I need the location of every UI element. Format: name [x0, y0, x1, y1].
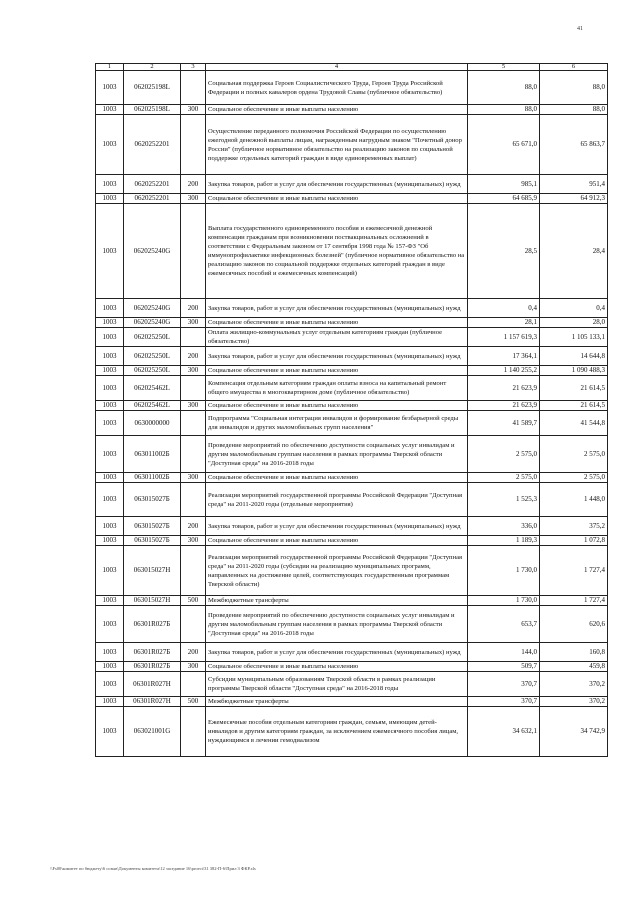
cell-c2: 062025198L: [124, 105, 181, 115]
cell-c5: 1 730,0: [468, 596, 540, 606]
cell-c4: Закупка товаров, работ и услуг для обеспечения государственных (муниципальных) нужд: [206, 517, 468, 536]
cell-c5: 336,0: [468, 517, 540, 536]
cell-c3: 300: [181, 662, 206, 672]
cell-c6: 88,0: [540, 71, 608, 105]
cell-c4: Субсидии муниципальным образованиям Тверской области в рамках реализации программы Тверской области "Доступная среда" на 2016-2018 годы: [206, 672, 468, 697]
cell-c3: 300: [181, 318, 206, 328]
cell-c5: 1 157 619,3: [468, 328, 540, 347]
table-row: [96, 328, 608, 347]
cell-c4: Закупка товаров, работ и услуг для обеспечения государственных (муниципальных) нужд: [206, 643, 468, 662]
cell-c6: 65 863,7: [540, 115, 608, 175]
cell-c2: 0620252201: [124, 175, 181, 194]
cell-c4: Закупка товаров, работ и услуг для обеспечения государственных (муниципальных) нужд: [206, 175, 468, 194]
cell-c6: 34 742,9: [540, 707, 608, 757]
cell-c3: [181, 707, 206, 757]
table-row: [96, 194, 608, 204]
cell-c3: [181, 546, 206, 596]
cell-c1: 1003: [96, 115, 124, 175]
cell-c1: 1003: [96, 401, 124, 411]
cell-c2: 062025240G: [124, 299, 181, 318]
cell-c1: 1003: [96, 299, 124, 318]
cell-c6: 64 912,3: [540, 194, 608, 204]
cell-c3: [181, 606, 206, 643]
cell-c3: 300: [181, 536, 206, 546]
header-cell: 4: [206, 64, 468, 71]
cell-c2: 063011002Б: [124, 436, 181, 473]
cell-c1: 1003: [96, 411, 124, 436]
cell-c4: Социальное обеспечение и иные выплаты населению: [206, 536, 468, 546]
cell-c2: 063015027H: [124, 546, 181, 596]
cell-c2: 06301R027H: [124, 672, 181, 697]
table-row: [96, 672, 608, 697]
table-row: [96, 299, 608, 318]
table-row: [96, 707, 608, 757]
cell-c1: 1003: [96, 606, 124, 643]
table-row: [96, 204, 608, 299]
cell-c6: 28,4: [540, 204, 608, 299]
cell-c3: [181, 115, 206, 175]
cell-c3: 200: [181, 175, 206, 194]
cell-c1: 1003: [96, 436, 124, 473]
cell-c5: 370,7: [468, 697, 540, 707]
cell-c1: 1003: [96, 376, 124, 401]
table-row: [96, 546, 608, 596]
table-row: [96, 473, 608, 483]
cell-c5: 34 632,1: [468, 707, 540, 757]
cell-c2: 063021001G: [124, 707, 181, 757]
cell-c5: 17 364,1: [468, 347, 540, 366]
cell-c3: [181, 411, 206, 436]
cell-c2: 06301R027Б: [124, 606, 181, 643]
cell-c4: Выплата государственного единовременного пособия и ежемесячной денежной компенсации гражданам при возникновении поствакцинальных осложнений в соответствии с Федеральным законом от 17 сентября 1998 года № 157-ФЗ "Об иммунопрофилактике инфекционных болезней" (публичное нормативное обязательство на реализацию законов по социальной поддержке отдельных категорий граждан в виде ежемесячных пособий и ежемесячных компенсаций): [206, 204, 468, 299]
header-cell: 6: [540, 64, 608, 71]
table-row: [96, 401, 608, 411]
cell-c3: 300: [181, 366, 206, 376]
cell-c3: 200: [181, 643, 206, 662]
cell-c6: 28,0: [540, 318, 608, 328]
cell-c6: 21 614,5: [540, 376, 608, 401]
cell-c1: 1003: [96, 175, 124, 194]
cell-c6: 1 448,0: [540, 483, 608, 517]
table-row: [96, 105, 608, 115]
cell-c2: 062025240G: [124, 204, 181, 299]
table-row: [96, 483, 608, 517]
table-row: [96, 643, 608, 662]
cell-c5: 0,4: [468, 299, 540, 318]
cell-c2: 063015027Б: [124, 517, 181, 536]
cell-c5: 2 575,0: [468, 473, 540, 483]
cell-c4: Межбюджетные трансферты: [206, 596, 468, 606]
cell-c1: 1003: [96, 347, 124, 366]
cell-c1: 1003: [96, 707, 124, 757]
cell-c3: 200: [181, 347, 206, 366]
table-row: [96, 662, 608, 672]
footer-file-path: \\Fs00\комитет по бюджету\6 созыв\Документы комитета\12 заседание 16\proect\31 382-П-6\Прил 3 ФКР.xls: [50, 866, 256, 871]
cell-c6: 1 105 133,1: [540, 328, 608, 347]
table-row: [96, 366, 608, 376]
cell-c4: Оплата жилищно-коммунальных услуг отдельным категориям граждан (публичное обязательство): [206, 328, 468, 347]
cell-c1: 1003: [96, 328, 124, 347]
cell-c6: 620,6: [540, 606, 608, 643]
cell-c1: 1003: [96, 672, 124, 697]
cell-c2: 063011002Б: [124, 473, 181, 483]
cell-c4: Реализация мероприятий государственной программы Российской Федерации "Доступная среда" на 2011-2020 годы (отдельные мероприятия): [206, 483, 468, 517]
cell-c1: 1003: [96, 105, 124, 115]
cell-c5: 88,0: [468, 71, 540, 105]
cell-c5: 41 589,7: [468, 411, 540, 436]
cell-c6: 370,2: [540, 697, 608, 707]
cell-c4: Компенсация отдельным категориям граждан оплаты взноса на капитальный ремонт общего имущества в многоквартирном доме (публичное обязательство): [206, 376, 468, 401]
cell-c3: [181, 483, 206, 517]
cell-c4: Осуществление переданного полномочия Российской Федерации по осуществлению ежегодной денежной выплаты лицам, награжденным нагрудным знаком "Почетный донор России" (публичное нормативное обязательство на реализацию законов по социальной поддержке отдельных категорий граждан в виде единовременных выплат): [206, 115, 468, 175]
cell-c5: 65 671,0: [468, 115, 540, 175]
cell-c6: 459,8: [540, 662, 608, 672]
cell-c4: Ежемесячные пособия отдельным категориям граждан, семьям, имеющим детей-инвалидов и другим категориям граждан, за исключением ежемесячного пособия лицам, нуждающимся в лечении гемодиализом: [206, 707, 468, 757]
cell-c5: 21 623,9: [468, 376, 540, 401]
table-row: [96, 318, 608, 328]
cell-c3: 300: [181, 105, 206, 115]
cell-c6: 14 644,8: [540, 347, 608, 366]
cell-c4: Социальное обеспечение и иные выплаты населению: [206, 194, 468, 204]
cell-c3: [181, 376, 206, 401]
cell-c4: Проведение мероприятий по обеспечению доступности социальных услуг инвалидам и другим маломобильным группам населения в рамках программы Тверской области "Доступная среда" на 2016-2018 годы: [206, 606, 468, 643]
table-row: [96, 347, 608, 366]
cell-c4: Закупка товаров, работ и услуг для обеспечения государственных (муниципальных) нужд: [206, 299, 468, 318]
cell-c1: 1003: [96, 697, 124, 707]
cell-c1: 1003: [96, 194, 124, 204]
cell-c5: 985,1: [468, 175, 540, 194]
cell-c5: 144,0: [468, 643, 540, 662]
table-row: [96, 697, 608, 707]
table-row: [96, 606, 608, 643]
cell-c6: 375,2: [540, 517, 608, 536]
cell-c2: 063015027Б: [124, 483, 181, 517]
cell-c1: 1003: [96, 643, 124, 662]
table-row: [96, 376, 608, 401]
cell-c6: 1 072,8: [540, 536, 608, 546]
cell-c2: 062025250L: [124, 328, 181, 347]
cell-c2: 063015027Б: [124, 536, 181, 546]
cell-c2: 06301R027Б: [124, 662, 181, 672]
cell-c2: 062025462L: [124, 376, 181, 401]
cell-c4: Проведение мероприятий по обеспечению доступности социальных услуг инвалидам и другим маломобильным группам населения в рамках программы Тверской области "Доступная среда" на 2016-2018 годы: [206, 436, 468, 473]
cell-c6: 2 575,0: [540, 473, 608, 483]
cell-c1: 1003: [96, 71, 124, 105]
cell-c1: 1003: [96, 546, 124, 596]
cell-c3: 300: [181, 401, 206, 411]
cell-c6: 0,4: [540, 299, 608, 318]
cell-c4: Социальное обеспечение и иные выплаты населению: [206, 473, 468, 483]
cell-c5: 2 575,0: [468, 436, 540, 473]
cell-c1: 1003: [96, 483, 124, 517]
cell-c4: Закупка товаров, работ и услуг для обеспечения государственных (муниципальных) нужд: [206, 347, 468, 366]
cell-c5: 370,7: [468, 672, 540, 697]
header-cell: 2: [124, 64, 181, 71]
cell-c1: 1003: [96, 517, 124, 536]
cell-c6: 1 727,4: [540, 546, 608, 596]
cell-c6: 21 614,5: [540, 401, 608, 411]
cell-c2: 0620252201: [124, 194, 181, 204]
cell-c2: 062025198L: [124, 71, 181, 105]
cell-c6: 951,4: [540, 175, 608, 194]
cell-c4: Социальное обеспечение и иные выплаты населению: [206, 401, 468, 411]
cell-c4: Социальное обеспечение и иные выплаты населению: [206, 366, 468, 376]
cell-c5: 1 525,3: [468, 483, 540, 517]
cell-c1: 1003: [96, 318, 124, 328]
table-row: [96, 436, 608, 473]
header-cell: 5: [468, 64, 540, 71]
cell-c1: 1003: [96, 536, 124, 546]
cell-c2: 0630000000: [124, 411, 181, 436]
cell-c1: 1003: [96, 596, 124, 606]
cell-c4: Межбюджетные трансферты: [206, 697, 468, 707]
cell-c4: Социальное обеспечение и иные выплаты населению: [206, 318, 468, 328]
cell-c6: 2 575,0: [540, 436, 608, 473]
cell-c5: 653,7: [468, 606, 540, 643]
cell-c4: Социальное обеспечение и иные выплаты населению: [206, 662, 468, 672]
cell-c3: 200: [181, 299, 206, 318]
cell-c6: 1 090 488,3: [540, 366, 608, 376]
cell-c3: [181, 328, 206, 347]
cell-c4: Социальная поддержка Героев Социалистического Труда, Героев Труда Российской Федерации и полных кавалеров ордена Трудовой Славы (публичное обязательство): [206, 71, 468, 105]
cell-c3: 500: [181, 697, 206, 707]
cell-c5: 64 685,9: [468, 194, 540, 204]
cell-c1: 1003: [96, 366, 124, 376]
cell-c6: 88,0: [540, 105, 608, 115]
budget-table: [95, 63, 608, 757]
cell-c3: 300: [181, 473, 206, 483]
cell-c3: [181, 204, 206, 299]
cell-c1: 1003: [96, 662, 124, 672]
cell-c3: 300: [181, 194, 206, 204]
header-cell: 1: [96, 64, 124, 71]
table-row: [96, 536, 608, 546]
cell-c4: Социальное обеспечение и иные выплаты населению: [206, 105, 468, 115]
table-row: [96, 411, 608, 436]
table-row: [96, 71, 608, 105]
table-header-row: [96, 64, 608, 71]
cell-c6: 160,8: [540, 643, 608, 662]
cell-c5: 1 730,0: [468, 546, 540, 596]
cell-c5: 28,1: [468, 318, 540, 328]
cell-c1: 1003: [96, 204, 124, 299]
cell-c3: 200: [181, 517, 206, 536]
cell-c2: 0620252201: [124, 115, 181, 175]
cell-c2: 06301R027H: [124, 697, 181, 707]
cell-c5: 1 140 255,2: [468, 366, 540, 376]
cell-c5: 88,0: [468, 105, 540, 115]
table-row: [96, 175, 608, 194]
cell-c3: [181, 672, 206, 697]
header-cell: 3: [181, 64, 206, 71]
cell-c5: 28,5: [468, 204, 540, 299]
cell-c2: 062025250L: [124, 366, 181, 376]
cell-c5: 509,7: [468, 662, 540, 672]
cell-c6: 41 544,8: [540, 411, 608, 436]
cell-c2: 06301R027Б: [124, 643, 181, 662]
cell-c1: 1003: [96, 473, 124, 483]
page-number: 41: [577, 26, 583, 32]
cell-c2: 063015027H: [124, 596, 181, 606]
table-row: [96, 115, 608, 175]
cell-c4: Реализация мероприятий государственной программы Российской Федерации "Доступная среда" на 2011-2020 годы (субсидии на реализацию муниципальных программ, направленных на достижение целей, соответствующих государственным программам Тверской области): [206, 546, 468, 596]
cell-c2: 062025250L: [124, 347, 181, 366]
table-row: [96, 596, 608, 606]
cell-c3: 500: [181, 596, 206, 606]
table-row: [96, 517, 608, 536]
cell-c4: Подпрограмма "Социальная интеграция инвалидов и формирование безбарьерной среды для инвалидов и других маломобильных групп населения": [206, 411, 468, 436]
cell-c3: [181, 71, 206, 105]
cell-c6: 370,2: [540, 672, 608, 697]
cell-c2: 062025462L: [124, 401, 181, 411]
cell-c5: 1 189,3: [468, 536, 540, 546]
cell-c2: 062025240G: [124, 318, 181, 328]
cell-c3: [181, 436, 206, 473]
cell-c5: 21 623,9: [468, 401, 540, 411]
cell-c6: 1 727,4: [540, 596, 608, 606]
